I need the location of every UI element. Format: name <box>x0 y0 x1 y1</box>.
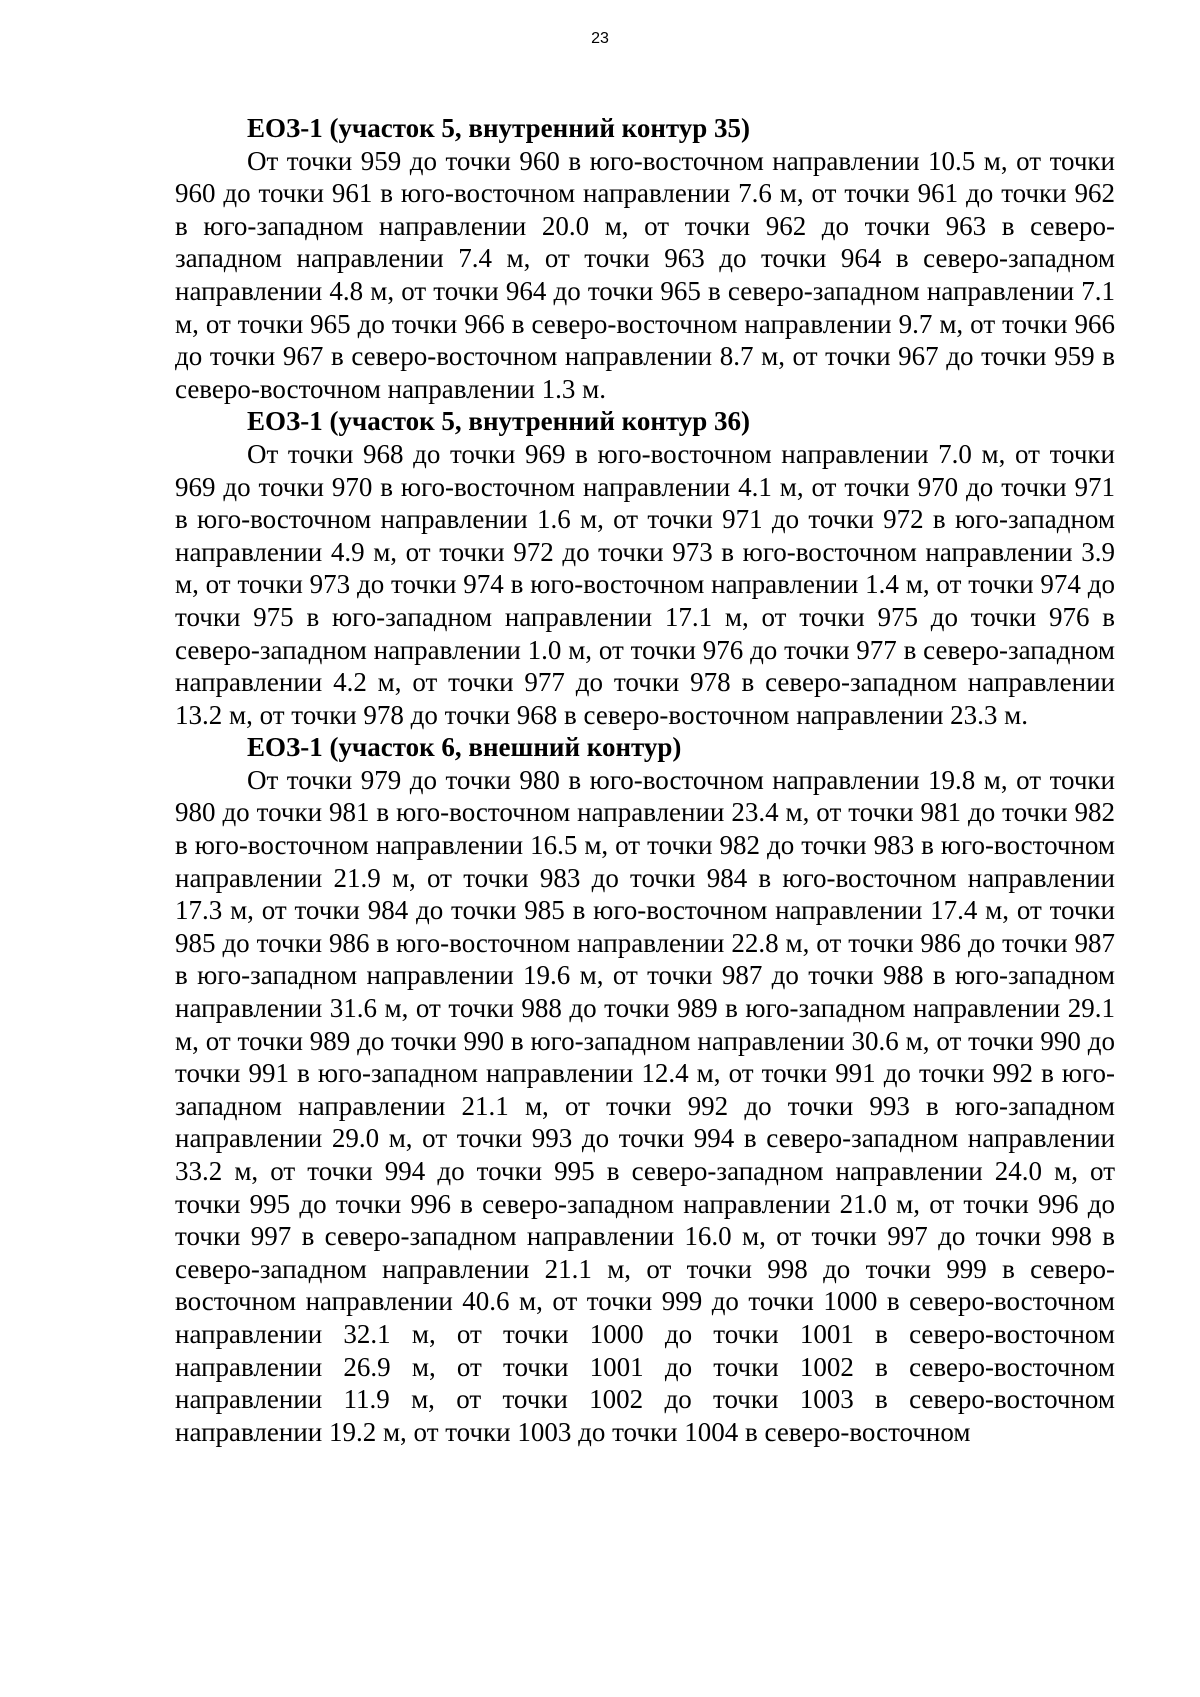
section-text: От точки 959 до точки 960 в юго-восточном направлении 10.5 м, от точки 960 до точки 961 в юго-восточном направлении 7.6 м, от точки 961 до точки 962 в юго-западном направлении 20.0 м, от точки 962 до точки 963 в северо-западном направлении 7.4 м, от точки 963 до точки 964 в северо-западном направлении 4.8 м, от точки 964 до точки 965 в северо-западном направлении 7.1 м, от точки 965 до точки 966 в северо-восточном направлении 9.7 м, от точки 966 до точки 967 в северо-восточном направлении 8.7 м, от точки 967 до точки 959 в северо-восточном направлении 1.3 м. <box>175 145 1115 404</box>
section-title: ЕОЗ-1 (участок 5, внутренний контур 35) <box>247 113 751 143</box>
section-contour-36 <box>175 405 1115 731</box>
section-title: ЕОЗ-1 (участок 6, внешний контур) <box>247 732 682 763</box>
section-title: ЕОЗ-1 (участок 5, внутренний контур 36) <box>247 406 751 437</box>
page-number: 23 <box>591 30 609 47</box>
section-plot-6-outer <box>175 731 1115 1448</box>
section-contour-35 <box>175 112 1115 405</box>
section-text: От точки 968 до точки 969 в юго-восточном направлении 7.0 м, от точки 969 до точки 970 в юго-восточном направлении 4.1 м, от точки 970 до точки 971 в юго-восточном направлении 1.6 м, от точки 971 до точки 972 в юго-западном направлении 4.9 м, от точки 972 до точки 973 в юго-восточном направлении 3.9 м, от точки 973 до точки 974 в юго-восточном направлении 1.4 м, от точки 974 до точки 975 в юго-западном направлении 17.1 м, от точки 975 до точки 976 в северо-западном направлении 1.0 м, от точки 976 до точки 977 в северо-западном направлении 4.2 м, от точки 977 до точки 978 в северо-западном направлении 13.2 м, от точки 978 до точки 968 в северо-восточном направлении 23.3 м. <box>175 438 1115 730</box>
section-text: От точки 979 до точки 980 в юго-восточном направлении 19.8 м, от точки 980 до точки 981 в юго-восточном направлении 23.4 м, от точки 981 до точки 982 в юго-восточном направлении 16.5 м, от точки 982 до точки 983 в юго-восточном направлении 21.9 м, от точки 983 до точки 984 в юго-восточном направлении 17.3 м, от точки 984 до точки 985 в юго-восточном направлении 17.4 м, от точки 985 до точки 986 в юго-восточном направлении 22.8 м, от точки 986 до точки 987 в юго-западном направлении 19.6 м, от точки 987 до точки 988 в юго-западном направлении 31.6 м, от точки 988 до точки 989 в юго-западном направлении 29.1 м, от точки 989 до точки 990 в юго-западном направлении 30.6 м, от точки 990 до точки 991 в юго-западном направлении 12.4 м, от точки 991 до точки 992 в юго-западном направлении 21.1 м, от точки 992 до точки 993 в юго-западном направлении 29.0 м, от точки 993 до точки 994 в северо-западном направлении 33.2 м, от точки 994 до точки 995 в северо-западном направлении 24.0 м, от точки 995 до точки 996 в северо-западном направлении 21.0 м, от точки 996 до точки 997 в северо-западном направлении 16.0 м, от точки 997 до точки 998 в северо-западном направлении 21.1 м, от точки 998 до точки 999 в северо-восточном направлении 40.6 м, от точки 999 до точки 1000 в северо-восточном направлении 32.1 м, от точки 1000 до точки 1001 в северо-восточном направлении 26.9 м, от точки 1001 до точки 1002 в северо-восточном направлении 11.9 м, от точки 1002 до точки 1003 в северо-восточном направлении 19.2 м, от точки 1003 до точки 1004 в северо-восточном <box>175 764 1115 1447</box>
document-body <box>175 112 1115 1448</box>
